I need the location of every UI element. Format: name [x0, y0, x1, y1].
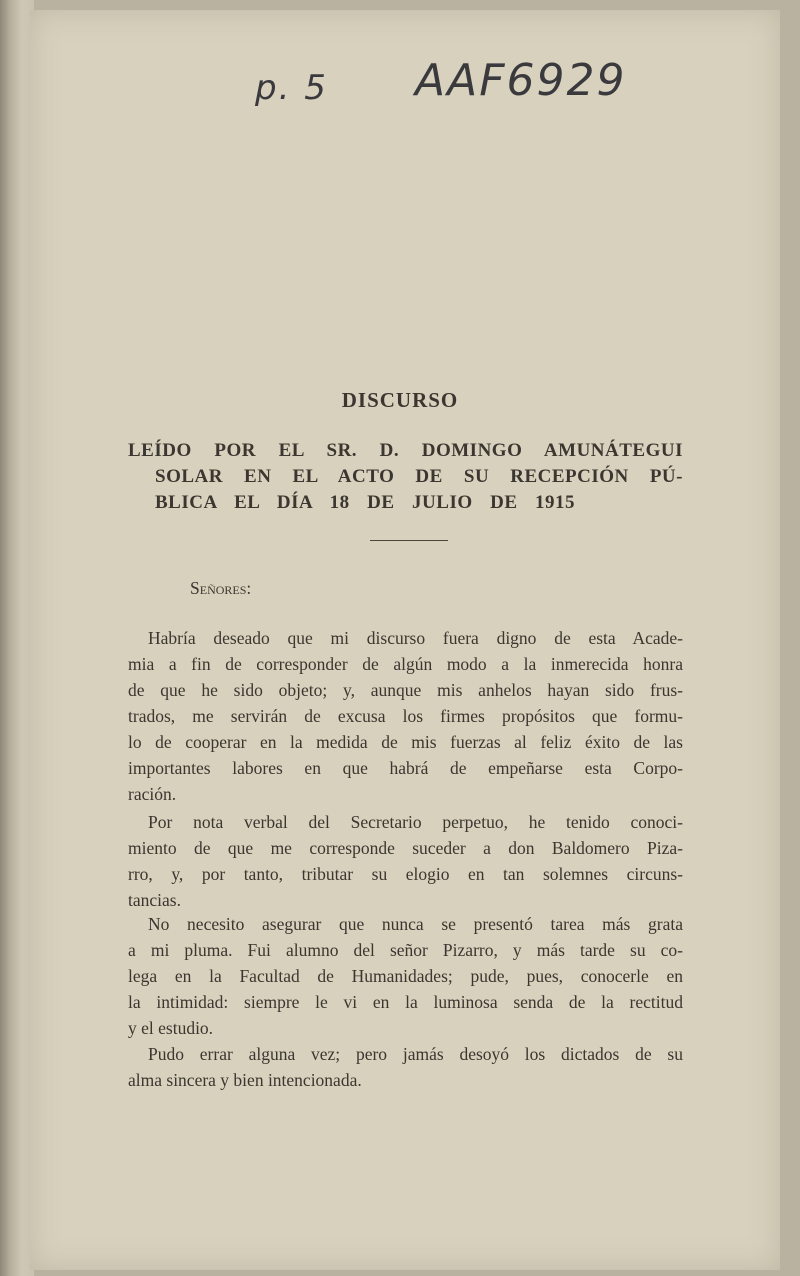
- text-line: rro, y, por tanto, tributar su elogio en tan solemnes circuns-: [128, 864, 683, 884]
- heading-line-3: BLICA EL DÍA 18 DE JULIO DE 1915: [155, 492, 575, 513]
- text-line: No necesito asegurar que nunca se presentó tarea más grata: [148, 914, 683, 934]
- text-line: lega en la Facultad de Humanidades; pude, pues, conocerle en: [128, 966, 683, 986]
- book-binding: [0, 0, 34, 1276]
- heading-line-1: LEÍDO POR EL SR. D. DOMINGO AMUNÁTEGUI: [128, 440, 683, 461]
- document-title: DISCURSO: [341, 388, 459, 412]
- heading-line-2: SOLAR EN EL ACTO DE SU RECEPCIÓN PÚ-: [155, 466, 683, 487]
- text-line: y el estudio.: [128, 1018, 214, 1038]
- divider: [370, 540, 448, 541]
- text-line: mia a fin de corresponder de algún modo a la inmerecida honra: [128, 654, 683, 674]
- text-line: lo de cooperar en la medida de mis fuerzas al feliz éxito de las: [128, 732, 683, 752]
- text-line: alma sincera y bien intencionada.: [128, 1070, 362, 1090]
- text-line: tancias.: [128, 890, 181, 910]
- text-line: Pudo errar alguna vez; pero jamás desoyó los dictados de su: [148, 1044, 683, 1064]
- text-line: ración.: [128, 784, 177, 804]
- text-line: a mi pluma. Fui alumno del señor Pizarro, y más tarde su co-: [128, 940, 683, 960]
- text-line: miento de que me corresponde suceder a don Baldomero Piza-: [128, 838, 683, 858]
- salutation: Señores:: [190, 578, 252, 598]
- text-line: de que he sido objeto; y, aunque mis anhelos hayan sido frus-: [128, 680, 683, 700]
- text-line: la intimidad: siempre le vi en la luminosa senda de la rectitud: [128, 992, 683, 1012]
- handwritten-catalog-number: AAF6929: [415, 55, 627, 106]
- text-line: trados, me servirán de excusa los firmes propósitos que formu-: [128, 706, 683, 726]
- text-line: Habría deseado que mi discurso fuera digno de esta Acade-: [148, 628, 683, 648]
- text-line: importantes labores en que habrá de empeñarse esta Corpo-: [128, 758, 683, 778]
- text-line: Por nota verbal del Secretario perpetuo, he tenido conoci-: [148, 812, 683, 832]
- handwritten-page-number: p. 5: [255, 68, 328, 108]
